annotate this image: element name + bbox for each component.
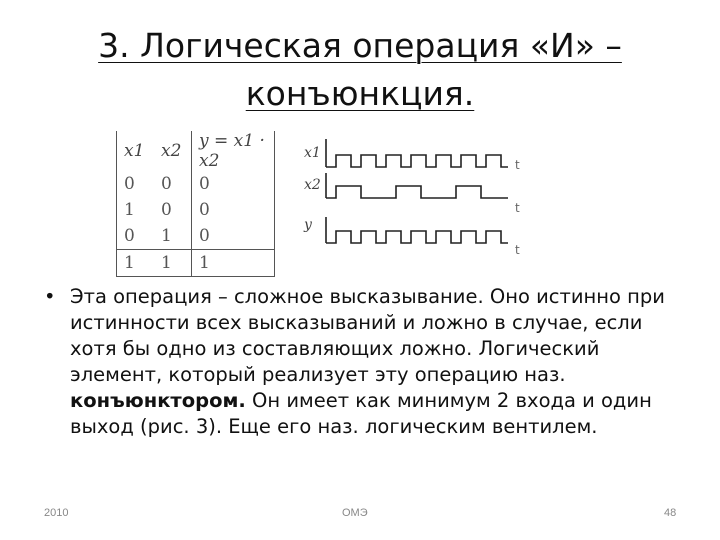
label-x2: x2	[304, 177, 321, 193]
x1-waveform	[326, 155, 508, 167]
body-text-end: Он имеет как минимум 2 входа и один выход (рис. 3). Еще его наз. логическим вентилем.	[70, 389, 652, 438]
cell-x1: 1	[117, 250, 155, 277]
timing-diagram	[300, 135, 535, 260]
table-row	[117, 171, 275, 197]
header-x2: x2	[154, 131, 192, 171]
x2-waveform	[326, 186, 508, 198]
cell-x2: 0	[154, 171, 192, 197]
list-item	[44, 284, 694, 440]
truth-table-header	[117, 131, 275, 171]
label-y: y	[304, 217, 312, 233]
time-label-3: t	[515, 243, 520, 257]
slide-title-text: 3. Логическая операция «И» – конъюнкция.	[98, 26, 622, 113]
table-row	[117, 223, 275, 250]
cell-x1: 0	[117, 171, 155, 197]
body-text	[44, 284, 694, 440]
footer-year: 2010	[44, 507, 69, 519]
cell-x1: 1	[117, 197, 155, 223]
header-y: y = x1 · x2	[192, 131, 275, 171]
time-label-2: t	[515, 201, 520, 215]
cell-y: 1	[192, 250, 275, 277]
label-x1: x1	[304, 145, 321, 161]
truth-table	[116, 131, 275, 277]
footer-center: ОМЭ	[342, 507, 368, 519]
time-label-1: t	[515, 158, 520, 172]
header-x1: x1	[117, 131, 155, 171]
cell-y: 0	[192, 197, 275, 223]
slide-title	[0, 22, 720, 118]
cell-x2: 1	[154, 250, 192, 277]
footer-page-number: 48	[664, 507, 677, 519]
cell-y: 0	[192, 171, 275, 197]
body-text-start: Эта операция – сложное высказывание. Оно истинно при истинности всех высказываний и ложно в случае, если хотя бы одно из составляющих ложно. Логический элемент, который реализует эту операцию наз.	[70, 285, 665, 386]
cell-x2: 0	[154, 197, 192, 223]
bullet: •	[44, 285, 56, 308]
y-waveform	[326, 231, 508, 243]
body-text-bold: конъюнктором.	[70, 389, 246, 412]
table-row	[117, 250, 275, 277]
cell-y: 0	[192, 223, 275, 250]
cell-x2: 1	[154, 223, 192, 250]
table-row	[117, 197, 275, 223]
cell-x1: 0	[117, 223, 155, 250]
